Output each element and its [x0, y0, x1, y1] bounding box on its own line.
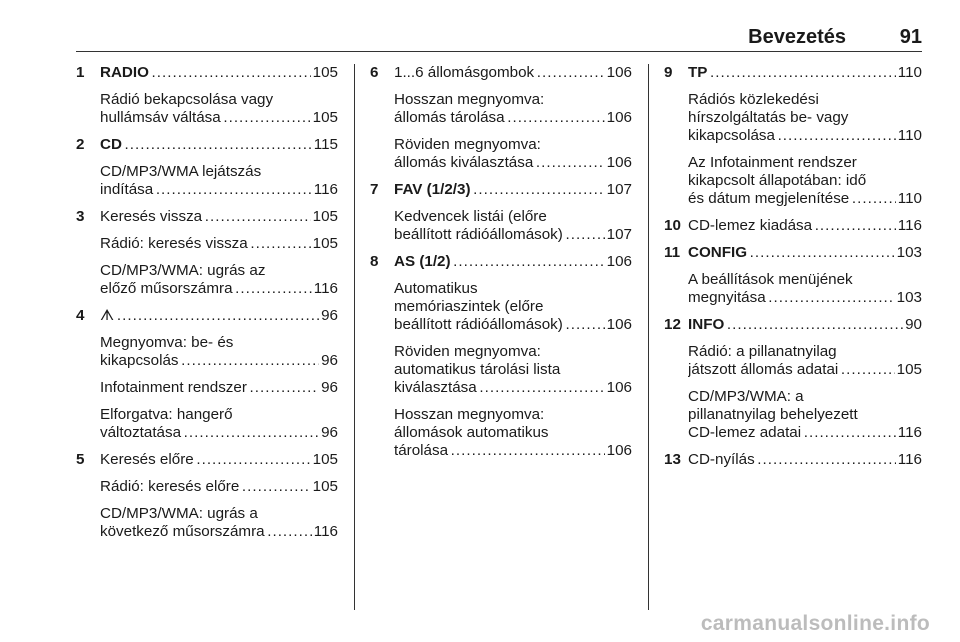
entry-subitem	[394, 91, 632, 127]
index-label: CD-lemez kiadása	[688, 217, 813, 234]
index-page-ref: 96	[321, 307, 338, 324]
index-leader	[688, 190, 896, 208]
index-leader	[688, 451, 896, 469]
index-page-ref: 116	[313, 523, 338, 540]
entry-body	[394, 64, 632, 181]
index-label: hullámsáv váltása	[100, 109, 221, 126]
index-page-ref: 105	[312, 451, 338, 468]
index-text-line: Az Infotainment rendszer	[688, 154, 857, 171]
index-entry	[664, 244, 922, 316]
index-page-ref: 106	[606, 316, 632, 333]
index-text-line: kikapcsolt állapotában: idő	[688, 172, 867, 189]
index-page-ref: 115	[313, 136, 338, 153]
index-label: INFO	[688, 316, 725, 333]
index-entry	[664, 316, 922, 451]
entry-subitem	[688, 271, 922, 307]
index-line	[394, 109, 632, 127]
index-page-ref: 116	[897, 424, 922, 441]
entry-subitem	[394, 136, 632, 172]
index-leader	[100, 235, 311, 253]
entry-body	[688, 244, 922, 316]
index-label: állomás kiválasztása	[394, 154, 534, 171]
index-line	[100, 307, 338, 325]
entry-subitem	[688, 388, 922, 442]
index-page-ref: 105	[896, 361, 922, 378]
index-line	[688, 451, 922, 469]
index-page-ref: 110	[897, 190, 922, 207]
index-text-line: állomások automatikus	[394, 424, 549, 441]
entry-number: 3	[76, 208, 85, 225]
page-number: 91	[899, 26, 922, 48]
index-page-ref: 116	[313, 280, 338, 297]
index-leader	[100, 379, 319, 397]
index-line	[100, 523, 338, 541]
index-text-line: Megnyomva: be- és	[100, 334, 234, 351]
entry-subitem	[688, 343, 922, 379]
index-page-ref: 105	[312, 235, 338, 252]
index-page-ref: 96	[321, 424, 338, 441]
index-label: Rádió: keresés előre	[100, 478, 240, 495]
entry-heading	[688, 316, 922, 334]
entry-number: 8	[370, 253, 379, 270]
entry-subitem	[100, 163, 338, 199]
entry-subitem	[100, 334, 338, 370]
index-line	[688, 217, 922, 235]
entry-body	[688, 64, 922, 217]
index-entry	[664, 451, 922, 478]
entry-heading	[100, 451, 338, 469]
index-label: következő műsorszámra	[100, 523, 265, 540]
entry-subitem	[100, 379, 338, 397]
index-leader	[100, 478, 311, 496]
index-line	[394, 64, 632, 82]
index-label: játszott állomás adatai	[688, 361, 839, 378]
index-text-line: CD/MP3/WMA: a	[688, 388, 804, 405]
index-leader	[394, 154, 605, 172]
entry-body	[100, 307, 338, 451]
index-column-1	[76, 64, 338, 550]
index-line	[100, 352, 338, 370]
index-line	[394, 379, 632, 397]
entry-heading	[688, 451, 922, 469]
entry-subitem	[100, 406, 338, 442]
entry-subitem	[394, 343, 632, 397]
index-leader	[100, 280, 312, 298]
index-line	[688, 127, 922, 145]
section-title: Bevezetés	[748, 26, 846, 48]
index-column-2	[370, 64, 632, 469]
index-entry	[370, 64, 632, 181]
index-page-ref: 116	[897, 217, 922, 234]
entry-subitem	[394, 208, 632, 244]
index-page-ref: 90	[905, 316, 922, 333]
index-text-line: Rádió: a pillanatnyilag	[688, 343, 837, 360]
index-text-line: pillanatnyilag behelyezett	[688, 406, 858, 423]
index-line	[100, 280, 338, 298]
index-leader	[100, 208, 311, 226]
entry-body	[394, 181, 632, 253]
index-page-ref: 106	[606, 379, 632, 396]
entry-heading	[394, 253, 632, 271]
index-leader	[100, 64, 311, 82]
index-text-line: Röviden megnyomva:	[394, 343, 541, 360]
index-page-ref: 105	[312, 208, 338, 225]
entry-body	[100, 208, 338, 307]
index-label: AS (1/2)	[394, 253, 451, 270]
index-line	[688, 289, 922, 307]
index-text-line: Elforgatva: hangerő	[100, 406, 233, 423]
index-column-3	[664, 64, 922, 478]
index-text-line: Rádió bekapcsolása vagy	[100, 91, 274, 108]
index-leader	[394, 316, 605, 334]
index-leader	[394, 226, 605, 244]
index-label: indítása	[100, 181, 154, 198]
index-leader	[688, 244, 895, 262]
index-text-line: automatikus tárolási lista	[394, 361, 561, 378]
entry-subitem	[100, 91, 338, 127]
index-line	[394, 226, 632, 244]
index-label: Keresés vissza	[100, 208, 203, 225]
index-leader	[100, 523, 312, 541]
index-entry	[664, 217, 922, 244]
entry-subitem	[688, 154, 922, 208]
index-text-line: Röviden megnyomva:	[394, 136, 541, 153]
entry-body	[100, 451, 338, 550]
index-line	[688, 190, 922, 208]
index-page-ref: 106	[606, 64, 632, 81]
entry-body	[688, 451, 922, 478]
entry-body	[688, 316, 922, 451]
index-page-ref: 96	[321, 352, 338, 369]
index-entry	[76, 451, 338, 550]
entry-subitem	[100, 505, 338, 541]
index-page-ref: 96	[321, 379, 338, 396]
index-label: TP	[688, 64, 708, 81]
index-text-line: memóriaszintek (előre	[394, 298, 544, 315]
watermark: carmanualsonline.info	[700, 612, 930, 635]
entry-number: 13	[664, 451, 681, 468]
index-label: RADIO	[100, 64, 149, 81]
entry-number: 9	[664, 64, 673, 81]
index-text-line: A beállítások menüjének	[688, 271, 853, 288]
entry-heading	[100, 136, 338, 154]
entry-heading	[100, 64, 338, 82]
entry-body	[100, 136, 338, 208]
entry-body	[394, 253, 632, 469]
entry-number: 12	[664, 316, 681, 333]
index-label: Rádió: keresés vissza	[100, 235, 248, 252]
page-header	[76, 0, 922, 52]
index-line	[100, 136, 338, 154]
index-line	[688, 316, 922, 334]
index-page-ref: 106	[606, 109, 632, 126]
index-label: Keresés előre	[100, 451, 194, 468]
index-line	[100, 109, 338, 127]
index-line	[688, 244, 922, 262]
index-label: CD	[100, 136, 122, 153]
index-page-ref: 106	[606, 253, 632, 270]
index-label: 1...6 állomásgombok	[394, 64, 535, 81]
entry-heading	[394, 64, 632, 82]
entry-number: 1	[76, 64, 85, 81]
index-line	[100, 478, 338, 496]
column-divider	[648, 64, 649, 610]
index-entry	[76, 307, 338, 451]
index-text-line: Hosszan megnyomva:	[394, 91, 545, 108]
index-leader	[100, 109, 311, 127]
index-leader	[394, 253, 605, 271]
index-leader	[688, 316, 903, 334]
index-label: beállított rádióállomások)	[394, 316, 563, 333]
index-label: kikapcsolása	[688, 127, 775, 144]
entry-number: 10	[664, 217, 681, 234]
entry-number: 4	[76, 307, 85, 324]
index-label: Infotainment rendszer	[100, 379, 247, 396]
index-leader	[394, 379, 605, 397]
index-line	[100, 379, 338, 397]
index-entry	[370, 181, 632, 253]
index-text-line: CD/MP3/WMA lejátszás	[100, 163, 262, 180]
index-leader	[100, 424, 319, 442]
entry-number: 6	[370, 64, 379, 81]
entry-heading	[688, 64, 922, 82]
index-leader	[100, 136, 312, 154]
index-line	[394, 316, 632, 334]
index-text-line: Rádiós közlekedési	[688, 91, 819, 108]
index-text-line: CD/MP3/WMA: ugrás a	[100, 505, 258, 522]
index-leader	[394, 109, 605, 127]
index-page-ref: 103	[896, 289, 922, 306]
entry-number: 11	[664, 244, 681, 261]
index-page-ref: 116	[313, 181, 338, 198]
index-leader	[688, 64, 896, 82]
index-leader	[394, 442, 605, 460]
entry-body	[100, 64, 338, 136]
index-line	[100, 424, 338, 442]
entry-subitem	[688, 91, 922, 145]
index-line	[394, 253, 632, 271]
index-page-ref: 106	[606, 442, 632, 459]
index-leader	[688, 361, 895, 379]
index-label: kikapcsolás	[100, 352, 179, 369]
index-text-line: hírszolgáltatás be- vagy	[688, 109, 849, 126]
index-entry	[76, 208, 338, 307]
entry-subitem	[100, 478, 338, 496]
index-text-line: Hosszan megnyomva:	[394, 406, 545, 423]
index-leader	[100, 451, 311, 469]
index-line	[394, 181, 632, 199]
index-page-ref: 103	[896, 244, 922, 261]
index-line	[100, 181, 338, 199]
index-leader	[688, 289, 895, 307]
index-line	[394, 154, 632, 172]
index-text-line: Automatikus	[394, 280, 478, 297]
index-leader	[394, 181, 605, 199]
entry-body	[688, 217, 922, 244]
index-page-ref: 107	[606, 181, 632, 198]
index-entry	[76, 136, 338, 208]
index-label: CONFIG	[688, 244, 748, 261]
index-label: változtatása	[100, 424, 182, 441]
index-page-ref: 105	[312, 64, 338, 81]
header-rule	[76, 51, 922, 52]
index-line	[100, 451, 338, 469]
index-label: ᗑ	[100, 307, 115, 324]
entry-subitem	[394, 280, 632, 334]
index-leader	[100, 352, 319, 370]
index-page-ref: 105	[312, 109, 338, 126]
index-label: tárolása	[394, 442, 449, 459]
index-label: FAV (1/2/3)	[394, 181, 471, 198]
index-label: kiválasztása	[394, 379, 477, 396]
entry-heading	[688, 217, 922, 235]
index-entry	[370, 253, 632, 469]
index-label: és dátum megjelenítése	[688, 190, 850, 207]
index-text-line: Kedvencek listái (előre	[394, 208, 547, 225]
entry-heading	[394, 181, 632, 199]
index-label: CD-nyílás	[688, 451, 755, 468]
entry-subitem	[394, 406, 632, 460]
index-page-ref: 110	[897, 64, 922, 81]
index-label: beállított rádióállomások)	[394, 226, 563, 243]
index-label: CD-lemez adatai	[688, 424, 802, 441]
index-page-ref: 116	[897, 451, 922, 468]
index-leader	[688, 127, 896, 145]
index-entry	[76, 64, 338, 136]
index-entry	[664, 64, 922, 217]
index-page-ref: 110	[897, 127, 922, 144]
index-page-ref: 107	[606, 226, 632, 243]
index-leader	[100, 307, 319, 325]
index-label: előző műsorszámra	[100, 280, 233, 297]
column-divider	[354, 64, 355, 610]
index-line	[100, 235, 338, 253]
index-page-ref: 106	[606, 154, 632, 171]
index-label: megnyitása	[688, 289, 766, 306]
entry-number: 2	[76, 136, 85, 153]
index-line	[688, 424, 922, 442]
index-leader	[100, 181, 312, 199]
entry-number: 7	[370, 181, 379, 198]
index-leader	[688, 217, 896, 235]
index-leader	[688, 424, 896, 442]
index-page-ref: 105	[312, 478, 338, 495]
index-line	[100, 64, 338, 82]
entry-heading	[100, 307, 338, 325]
entry-heading	[688, 244, 922, 262]
index-line	[100, 208, 338, 226]
index-label: állomás tárolása	[394, 109, 505, 126]
entry-subitem	[100, 235, 338, 253]
index-leader	[394, 64, 605, 82]
index-line	[394, 442, 632, 460]
entry-heading	[100, 208, 338, 226]
index-text-line: CD/MP3/WMA: ugrás az	[100, 262, 266, 279]
entry-number: 5	[76, 451, 85, 468]
index-line	[688, 64, 922, 82]
entry-subitem	[100, 262, 338, 298]
index-line	[688, 361, 922, 379]
